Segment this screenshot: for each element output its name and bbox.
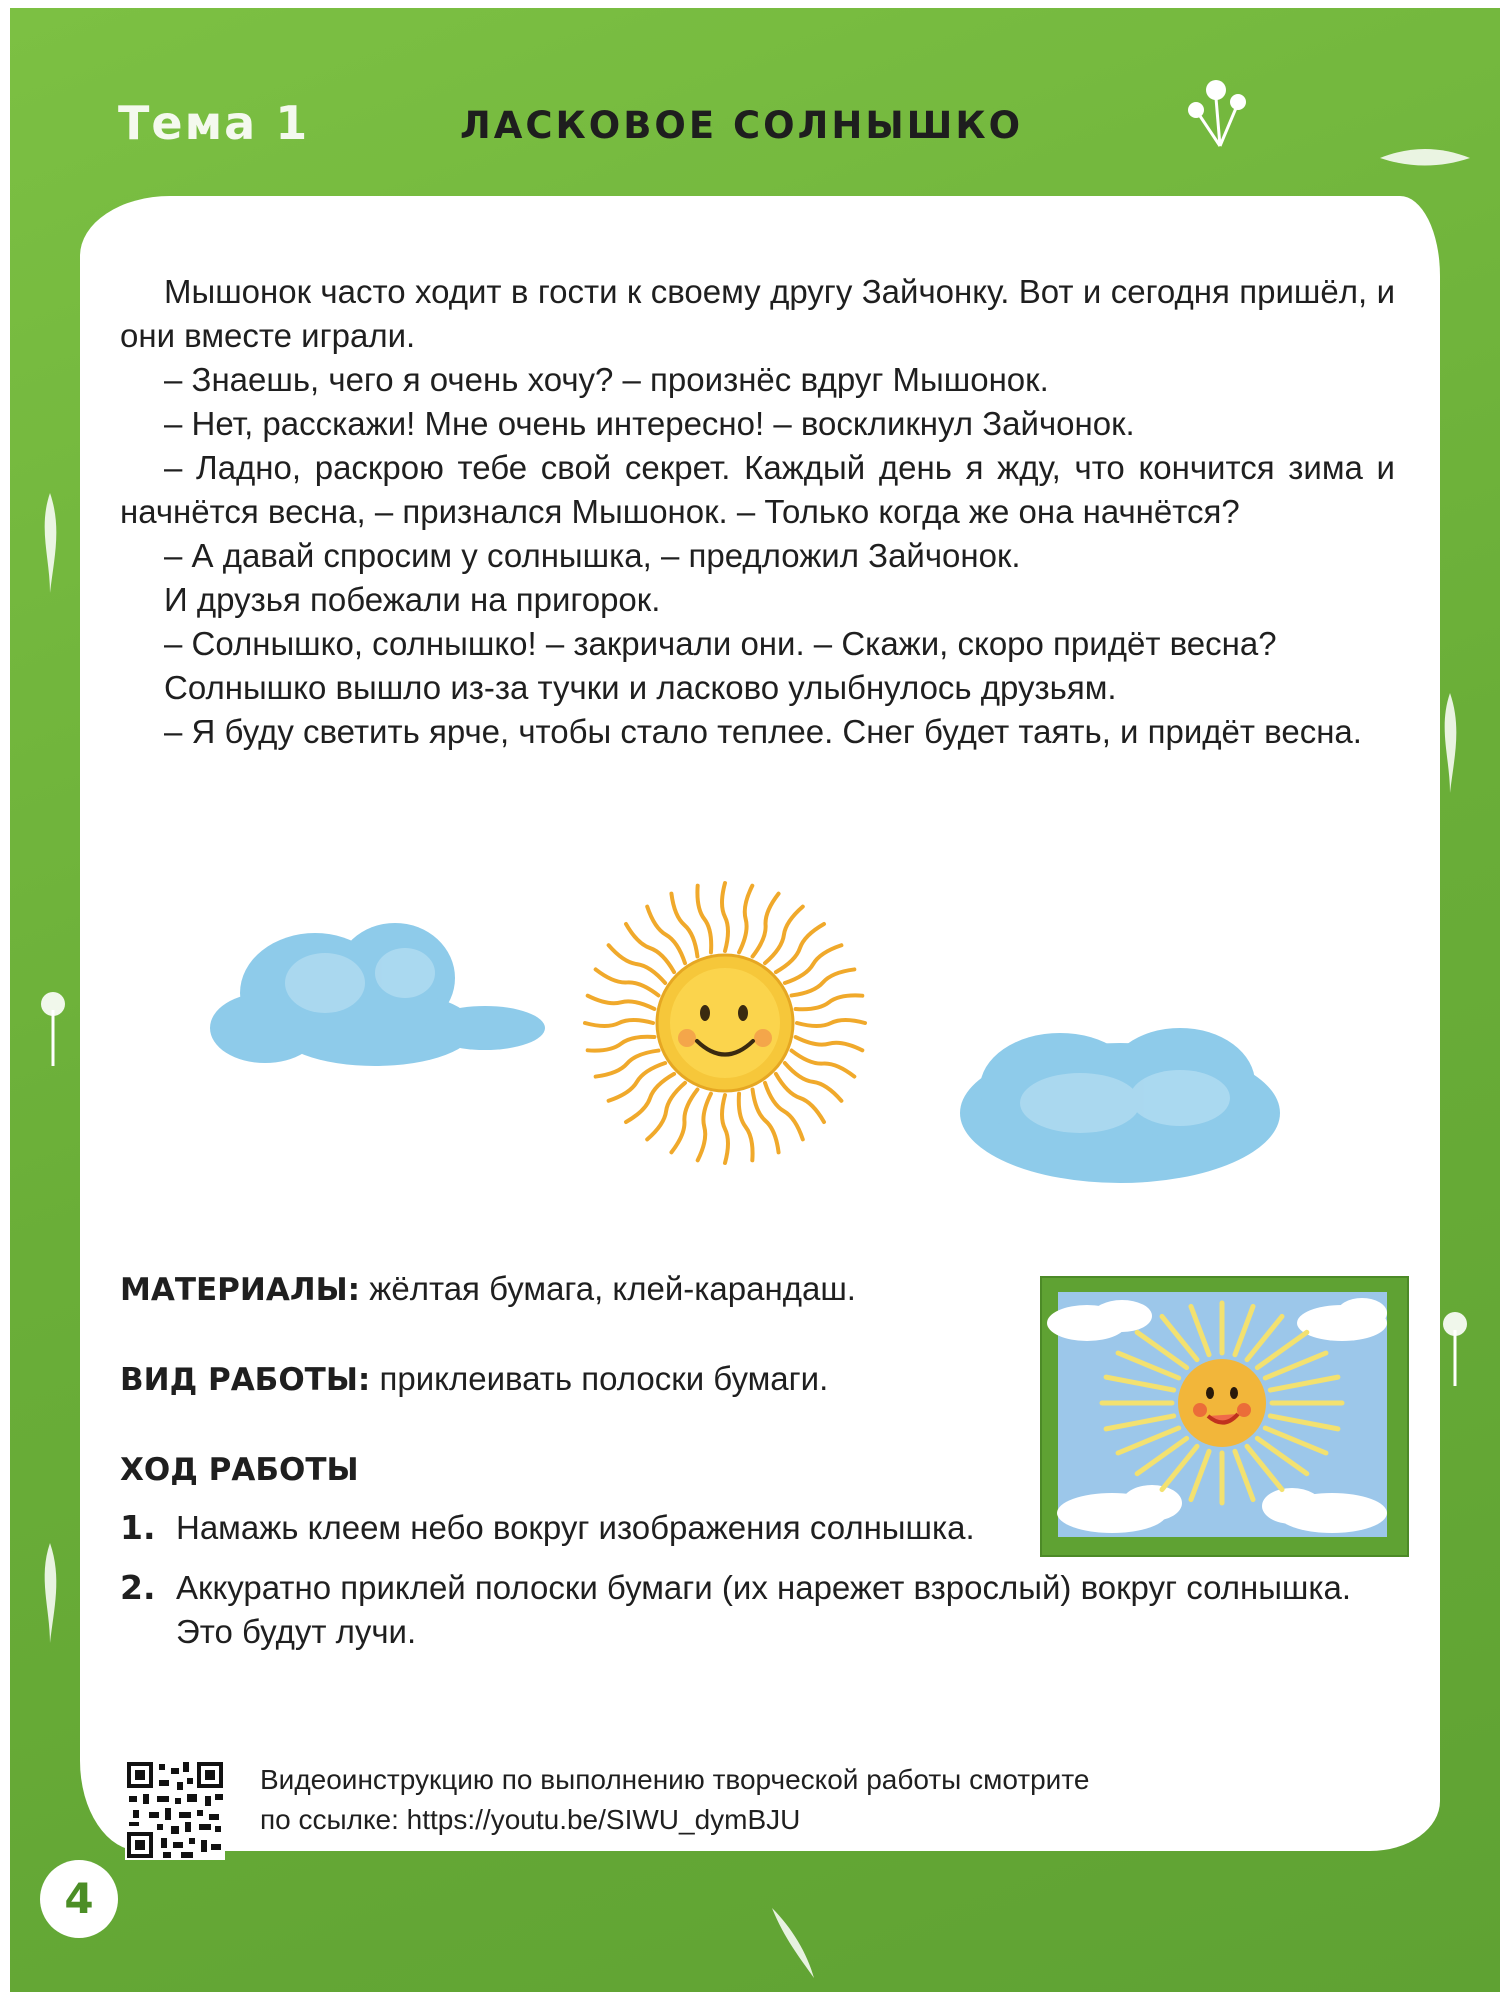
sun-illustration <box>575 873 875 1173</box>
sun-ray <box>722 883 728 951</box>
cloud-right-illustration <box>950 1018 1290 1208</box>
process-heading-line <box>120 1450 359 1488</box>
craft-sample-photo <box>1040 1276 1409 1557</box>
sun-ray <box>722 1095 728 1163</box>
story-paragraph: – Я буду светить ярче, чтобы стало теплее. Снег будет таять, и придёт весна. <box>164 713 1362 750</box>
sun-ray <box>797 1020 865 1026</box>
sun-ray <box>588 996 655 1009</box>
sun-ray <box>739 1094 753 1161</box>
video-instruction <box>260 1760 1360 1840</box>
topic-label: Тема 1 <box>118 96 310 150</box>
step-number: 2. <box>120 1568 156 1607</box>
qr-code[interactable] <box>125 1760 225 1860</box>
topic-title: ЛАСКОВОЕ СОЛНЫШКО <box>460 104 1024 147</box>
sun-ray <box>792 969 855 995</box>
sun-ray <box>671 894 697 957</box>
materials-label: МАТЕРИАЛЫ: <box>120 1272 361 1308</box>
sun-ray <box>753 1090 779 1153</box>
story-paragraph: – А давай спросим у солнышка, – предложил Зайчонок. <box>164 537 1021 574</box>
dandelion-icon <box>28 988 78 1068</box>
step-item <box>120 1566 1360 1654</box>
materials-text: жёлтая бумага, клей-карандаш. <box>369 1270 856 1307</box>
sun-ray <box>796 995 863 1009</box>
sun-ray <box>697 886 711 953</box>
story-paragraph: Мышонок часто ходит в гости к своему другу Зайчонку. Вот и сегодня пришёл, и они вместе играли. <box>120 273 1395 354</box>
work-type-line <box>120 1360 828 1398</box>
sun-ray <box>796 1037 863 1050</box>
story-paragraph: И друзья побежали на пригорок. <box>164 581 661 618</box>
dandelion-icon <box>1180 68 1260 148</box>
video-link[interactable]: по ссылке: https://youtu.be/SIWU_dymBJU <box>260 1804 801 1835</box>
story-paragraph: – Нет, расскажи! Мне очень интересно! – воскликнул Зайчонок. <box>164 405 1135 442</box>
story-paragraph: – Солнышко, солнышко! – закричали они. – Скажи, скоро придёт весна? <box>164 625 1277 662</box>
story-paragraph: – Ладно, раскрою тебе свой секрет. Каждый день я жду, что кончится зима и начнётся весна, – признался Мышонок. – Только когда же она начнётся? <box>120 449 1395 530</box>
video-instruction-line: Видеоинструкцию по выполнению творческой работы смотрите <box>260 1764 1090 1795</box>
story-paragraph: – Знаешь, чего я очень хочу? – произнёс вдруг Мышонок. <box>164 361 1049 398</box>
story-paragraph: Солнышко вышло из-за тучки и ласково улыбнулось друзьям. <box>164 669 1117 706</box>
work-type-label: ВИД РАБОТЫ: <box>120 1362 371 1398</box>
dandelion-leaf-icon <box>30 488 70 598</box>
sun-ray <box>739 886 752 953</box>
sun-ray <box>596 969 659 995</box>
cloud-left-illustration <box>205 903 555 1083</box>
dandelion-leaf-icon <box>762 1903 822 1983</box>
work-type-text: приклеивать полоски бумаги. <box>379 1360 829 1397</box>
sun-ray <box>698 1094 711 1161</box>
process-heading: ХОД РАБОТЫ <box>120 1452 359 1488</box>
step-text: Аккуратно приклей полоски бумаги (их нарежет взрослый) вокруг солнышка. Это будут лучи. <box>176 1569 1352 1650</box>
sun-ray <box>792 1051 855 1077</box>
craft-sample-image <box>1042 1278 1403 1551</box>
page-number: 4 <box>40 1860 118 1938</box>
sun-ray <box>671 1090 697 1153</box>
dandelion-leaf-icon <box>30 1538 70 1648</box>
sun-ray <box>588 1037 655 1051</box>
step-number: 1. <box>120 1508 156 1547</box>
step-text: Намажь клеем небо вокруг изображения солнышка. <box>176 1509 975 1546</box>
materials-line <box>120 1270 856 1308</box>
sun-ray <box>596 1051 659 1077</box>
story-text <box>120 270 1395 754</box>
sun-ray <box>753 894 779 957</box>
page-background <box>10 8 1500 1992</box>
dandelion-leaf-icon <box>1375 138 1475 178</box>
sun-ray <box>585 1020 653 1026</box>
